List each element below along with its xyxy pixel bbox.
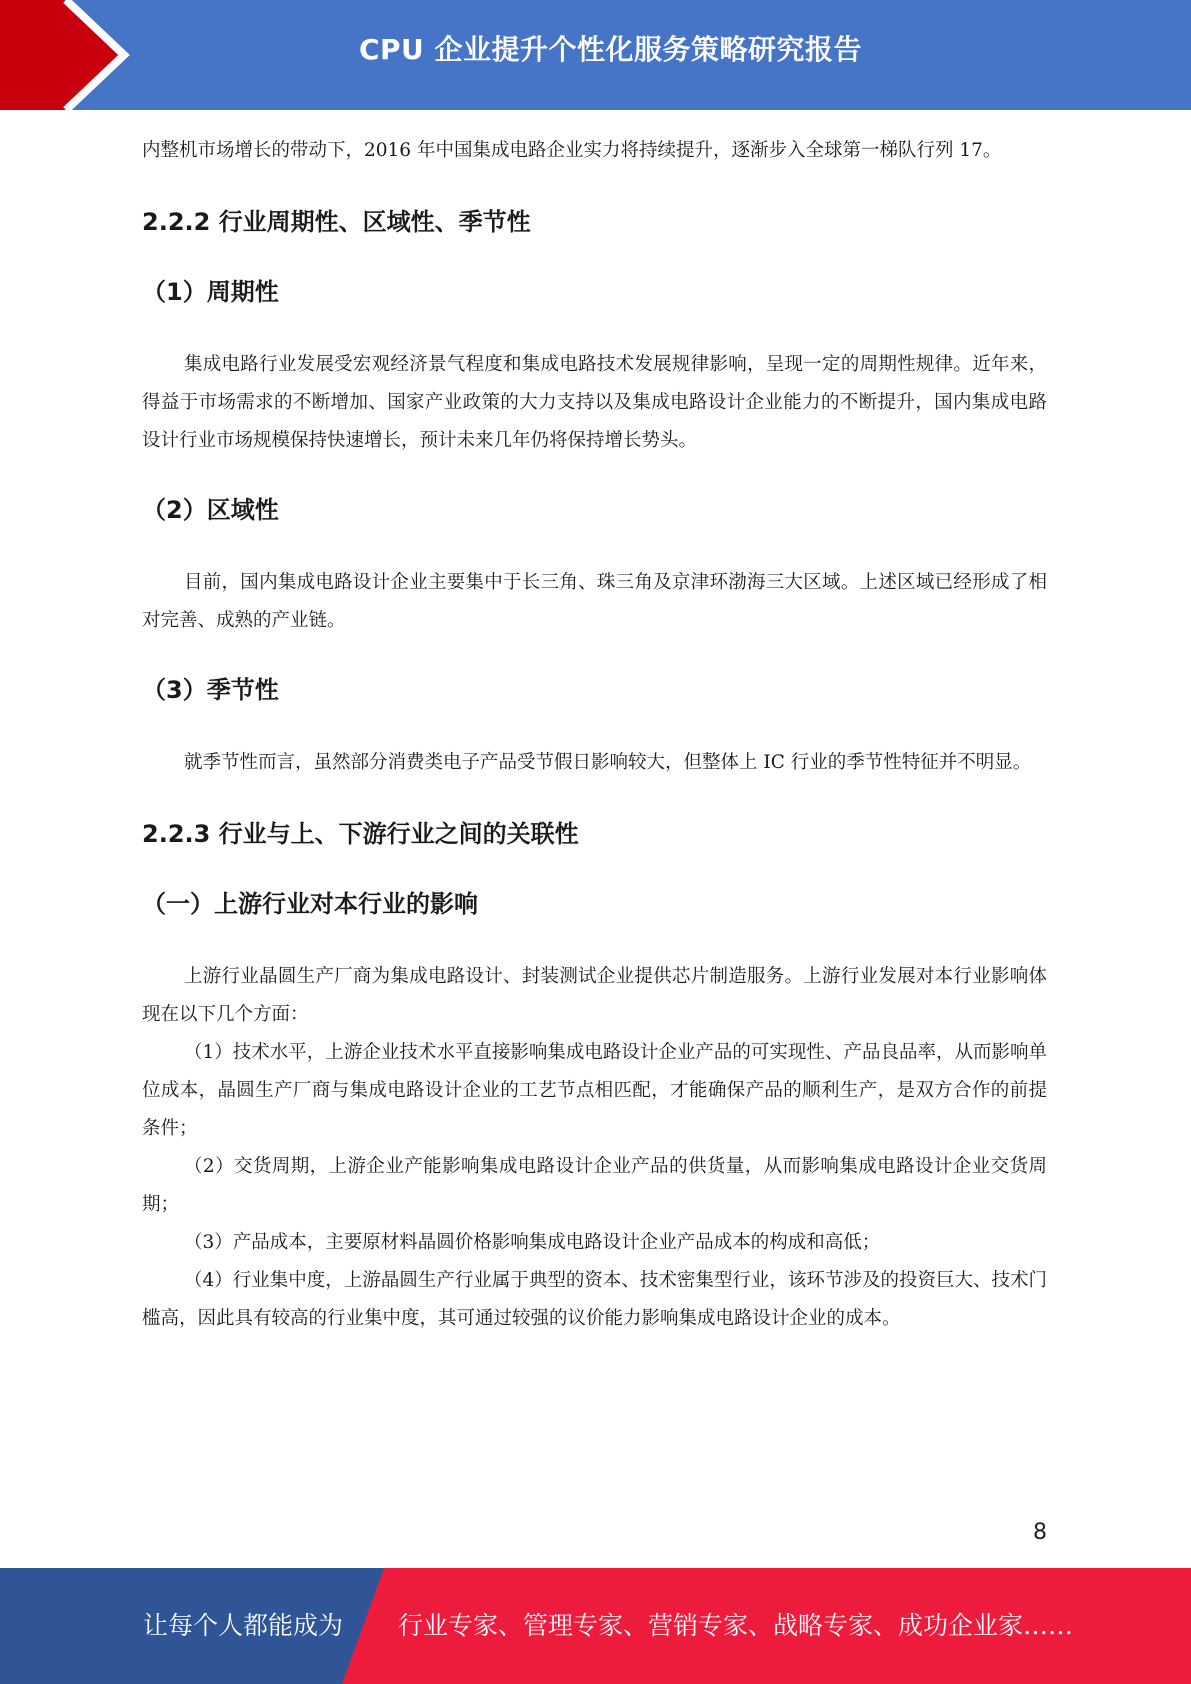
section-heading-2-2-3: 2.2.3 行业与上、下游行业之间的关联性 [142, 820, 579, 848]
intro-paragraph: 内整机市场增长的带动下，2016 年中国集成电路企业实力将持续提升，逐渐步入全球第一梯队行列 17。 [142, 140, 1002, 161]
upstream-item-concentration: （4）行业集中度，上游晶圆生产行业属于典型的资本、技术密集型行业，该环节涉及的投资巨大、技术门槛高，因此具有较高的行业集中度，其可通过较强的议价能力影响集成电路设计企业的成本。 [142, 1270, 1047, 1329]
page-number: 8 [1033, 1520, 1047, 1545]
subheading-seasonality: （3）季节性 [142, 676, 279, 704]
subheading-periodicity: （1）周期性 [142, 278, 279, 306]
subheading-upstream-impact: （一）上游行业对本行业的影响 [142, 890, 478, 918]
page-footer [0, 1568, 1191, 1684]
regionality-paragraph: 目前，国内集成电路设计企业主要集中于长三角、珠三角及京津环渤海三大区域。上述区域已经形成了相对完善、成熟的产业链。 [142, 572, 1047, 631]
upstream-item-cost: （3）产品成本，主要原材料晶圆价格影响集成电路设计企业产品成本的构成和高低； [184, 1232, 881, 1253]
footer-slogan-roles: 行业专家、管理专家、营销专家、战略专家、成功企业家…… [398, 1611, 1074, 1640]
section-heading-2-2-2: 2.2.2 行业周期性、区域性、季节性 [142, 208, 531, 236]
upstream-item-delivery: （2）交货周期，上游企业产能影响集成电路设计企业产品的供货量，从而影响集成电路设计企业交货周期； [142, 1156, 1047, 1215]
subheading-regionality: （2）区域性 [142, 496, 279, 524]
upstream-intro-paragraph: 上游行业晶圆生产厂商为集成电路设计、封装测试企业提供芯片制造服务。上游行业发展对本行业影响体现在以下几个方面： [142, 966, 1047, 1025]
page-header [0, 0, 1191, 110]
page-content [142, 132, 1047, 1338]
upstream-item-technology: （1）技术水平，上游企业技术水平直接影响集成电路设计企业产品的可实现性、产品良品率，从而影响单位成本，晶圆生产厂商与集成电路设计企业的工艺节点相匹配，才能确保产品的顺利生产，是双方合作的前提条件； [142, 1042, 1047, 1139]
seasonality-paragraph: 就季节性而言，虽然部分消费类电子产品受节假日影响较大，但整体上 IC 行业的季节性特征并不明显。 [184, 752, 1032, 773]
red-arrow-decoration [0, 0, 160, 110]
periodicity-paragraph: 集成电路行业发展受宏观经济景气程度和集成电路技术发展规律影响，呈现一定的周期性规律。近年来，得益于市场需求的不断增加、国家产业政策的大力支持以及集成电路设计企业能力的不断提升，国内集成电路设计行业市场规模保持快速增长，预计未来几年仍将保持增长势头。 [142, 354, 1047, 451]
report-title: CPU 企业提升个性化服务策略研究报告 [358, 33, 863, 66]
footer-slogan-lead: 让每个人都能成为 [143, 1611, 344, 1640]
